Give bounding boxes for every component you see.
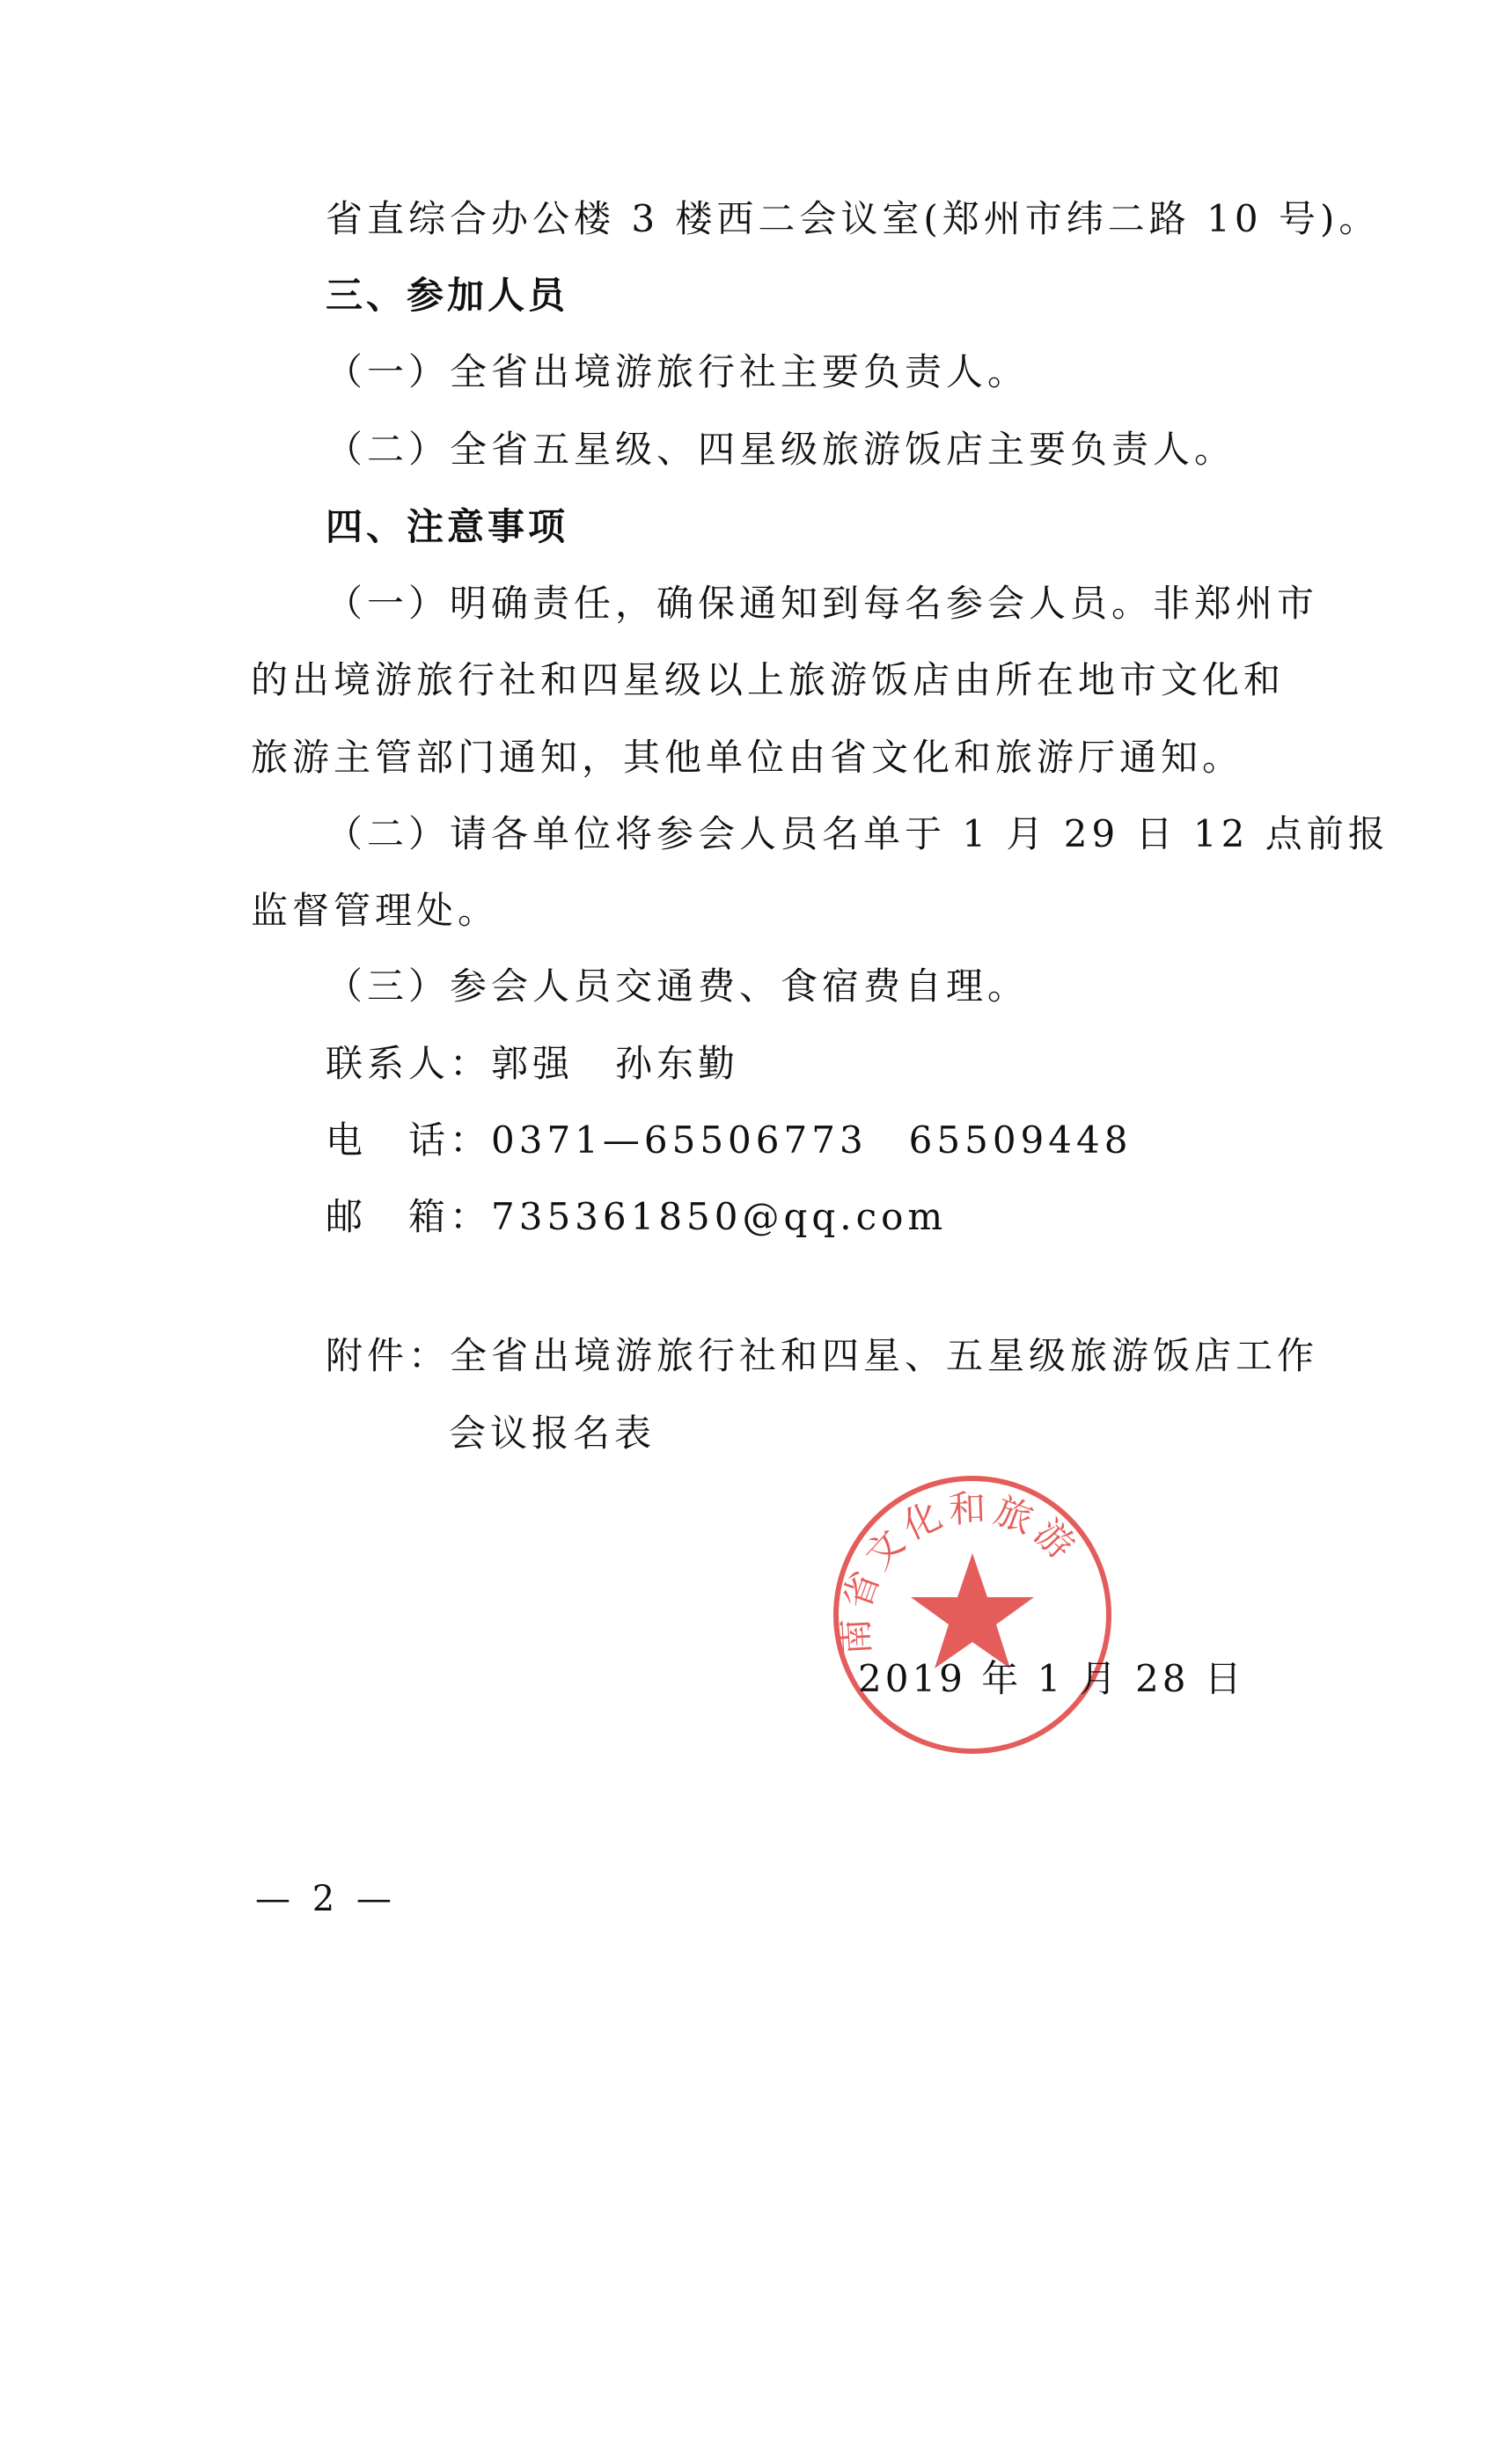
- page-number: — 2 —: [255, 1879, 397, 1919]
- section-heading-participants: 三、参加人员: [326, 274, 569, 317]
- participants-item-2: （二）全省五星级、四星级旅游饭店主要负责人。: [326, 428, 1236, 471]
- official-seal: [827, 1470, 1118, 1760]
- notes-item-1-line-3: 旅游主管部门通知，其他单位由省文化和旅游厅通知。: [251, 736, 1244, 779]
- participants-item-1: （一）全省出境游旅行社主要负责人。: [326, 350, 1030, 393]
- attachment-line-2: 会议报名表: [449, 1412, 656, 1455]
- notes-item-3: （三）参会人员交通费、食宿费自理。: [326, 964, 1030, 1008]
- attachment-line-1: 附件：全省出境游旅行社和四星、五星级旅游饭店工作: [326, 1334, 1319, 1377]
- section-heading-notes: 四、注意事项: [326, 505, 569, 548]
- notes-item-1-line-2: 的出境游旅行社和四星级以上旅游饭店由所在地市文化和: [251, 658, 1286, 701]
- notes-item-1-line-1: （一）明确责任，确保通知到每名参会人员。非郑州市: [326, 582, 1319, 625]
- venue-line: 省直综合办公楼 3 楼西二会议室(郑州市纬二路 10 号)。: [326, 197, 1381, 240]
- contact-phone: 电 话：0371—65506773 65509448: [326, 1118, 1133, 1162]
- notes-item-2-line-1: （二）请各单位将参会人员名单于 1 月 29 日 12 点前报: [326, 812, 1390, 855]
- signature-date: 2019 年 1 月 28 日: [858, 1657, 1245, 1700]
- notes-item-2-line-2: 监督管理处。: [251, 889, 500, 932]
- seal-text: 南省文化和旅游: [832, 1485, 1087, 1657]
- contact-email: 邮 箱：735361850@qq.com: [326, 1195, 948, 1238]
- contact-person: 联系人：郭强 孙东勤: [326, 1042, 740, 1085]
